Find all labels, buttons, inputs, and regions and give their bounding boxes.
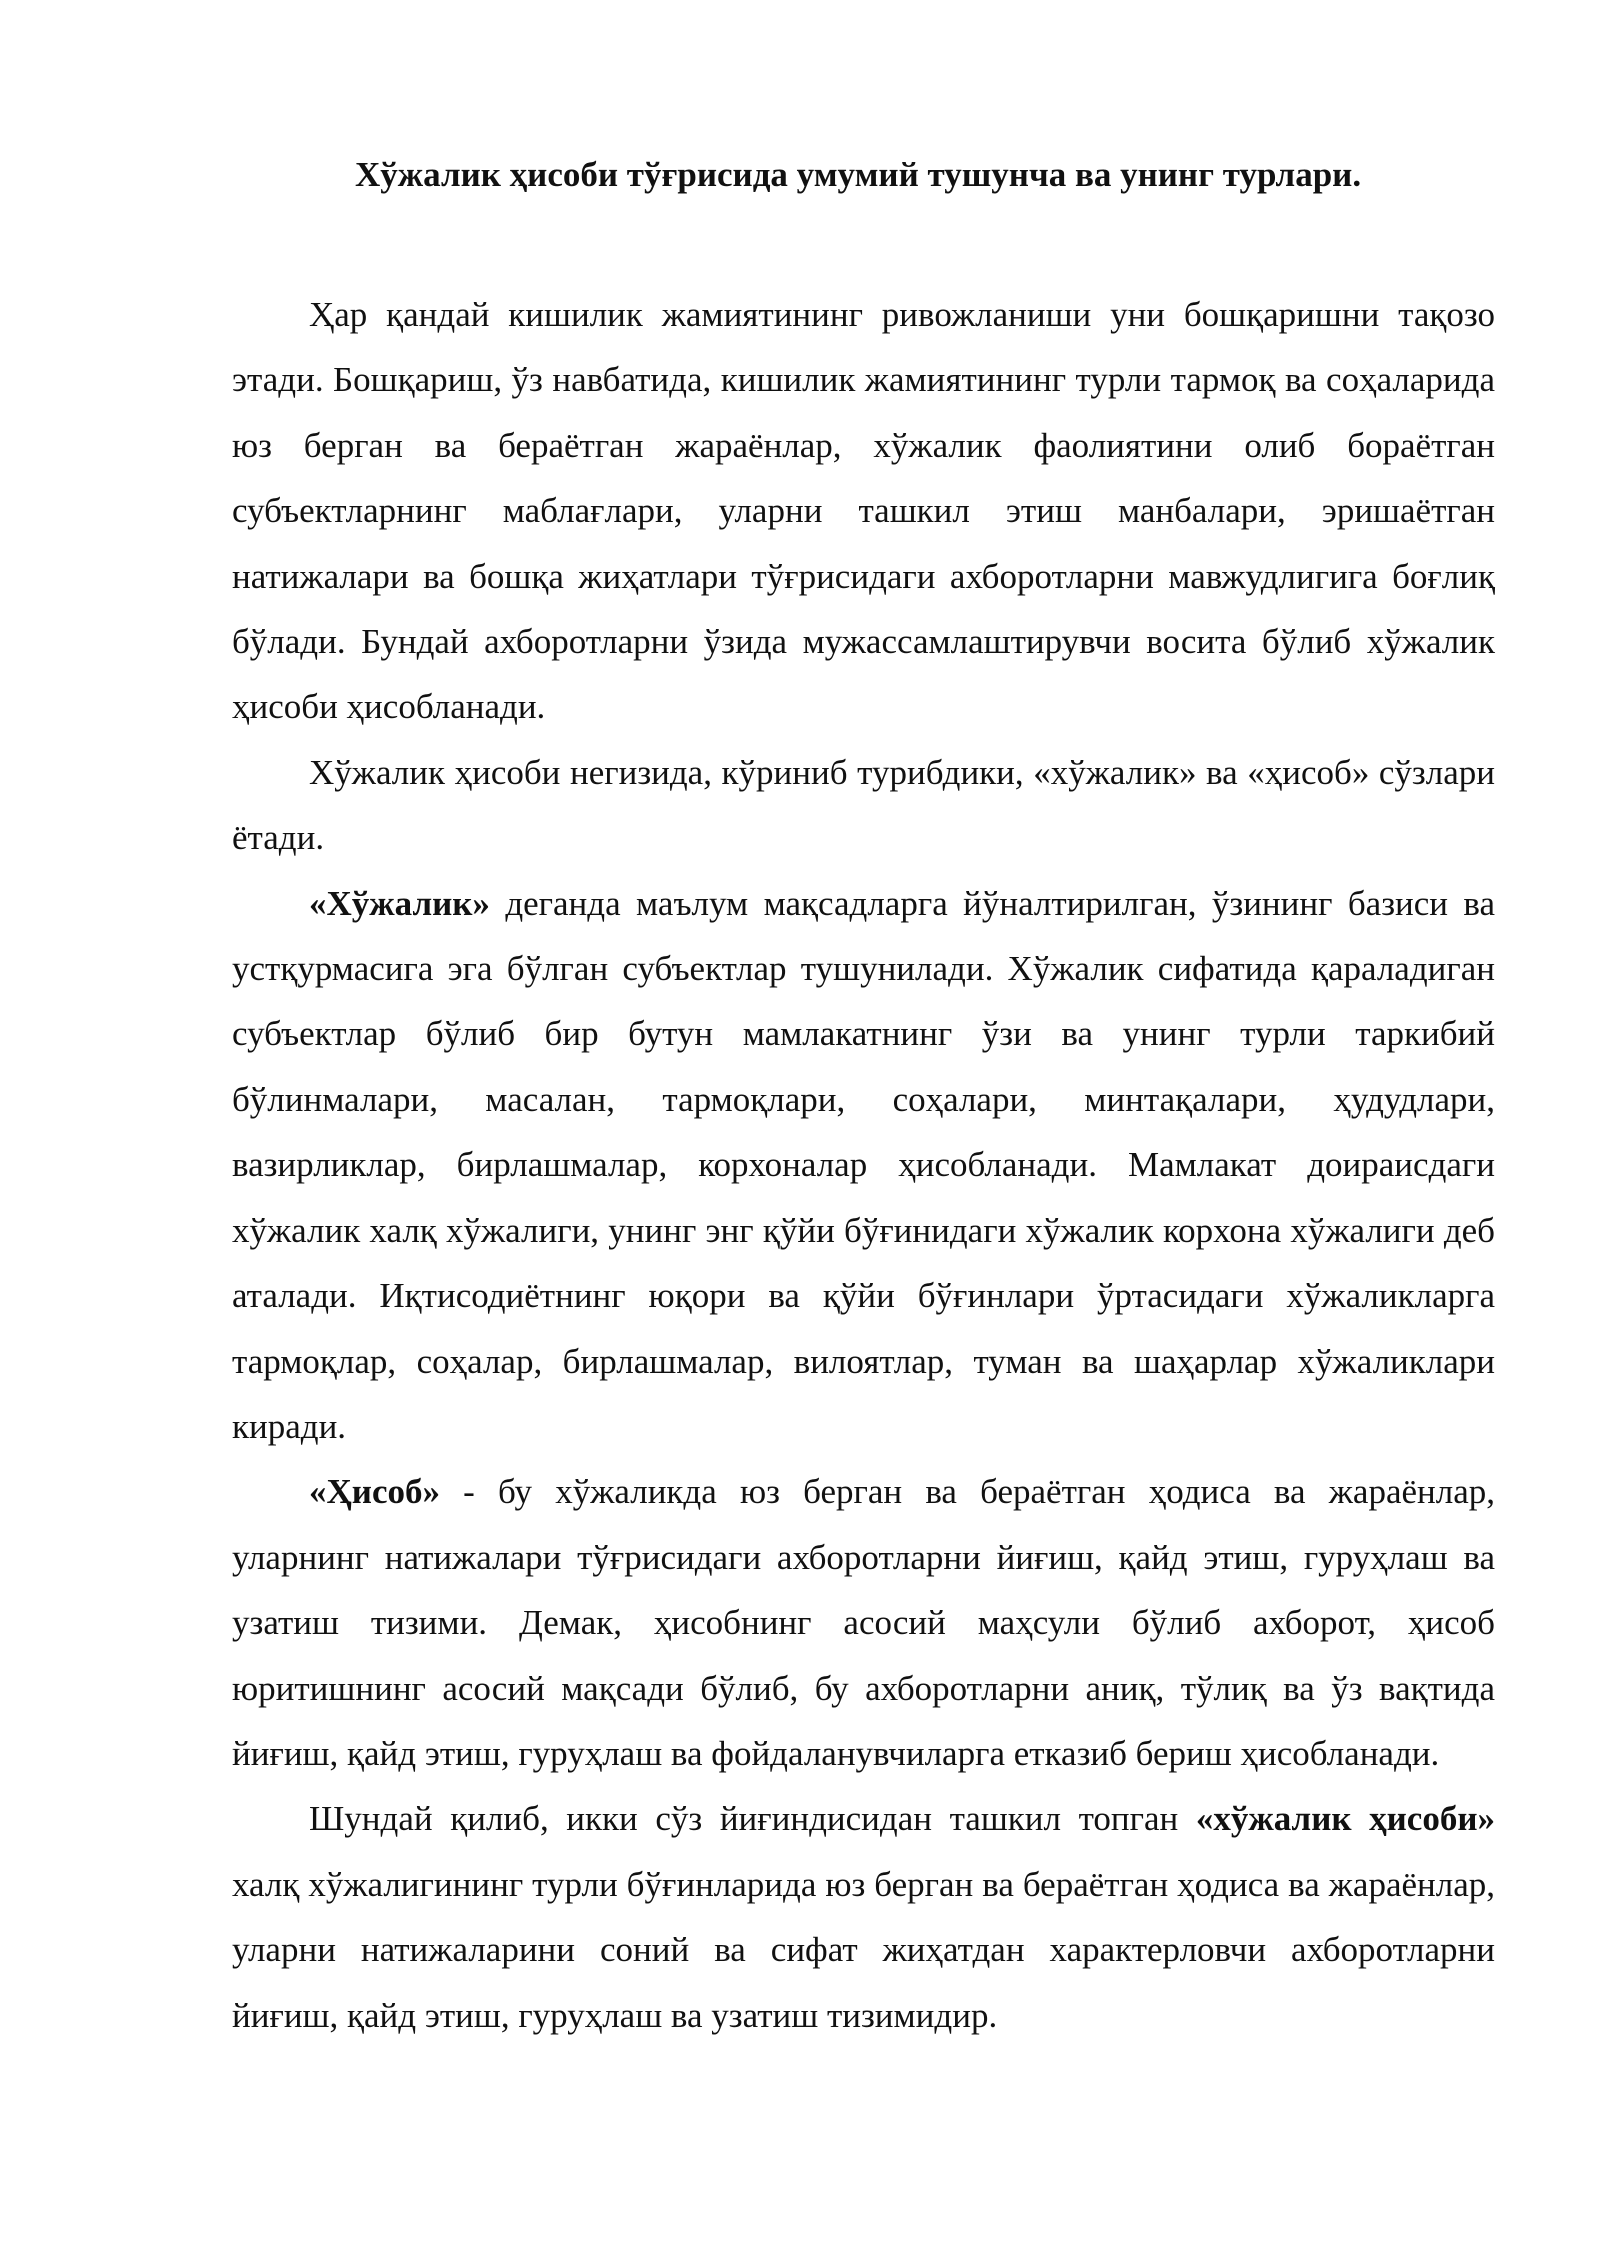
paragraph-basis — [232, 740, 1495, 871]
defined-term: «Ҳисоб» — [309, 1472, 440, 1512]
paragraph-text: Ҳар қандай кишилик жамиятининг ривожланиши уни бошқаришни тақозо этади. Бошқариш, ўз навбатида, кишилик жамиятининг турли тармоқ ва соҳаларида юз берган ва бераётган жараёнлар, хўжалик фаолиятини олиб бораётган субъектларнинг маблағлари, уларни ташкил этиш манбалари, эришаётган натижалари ва бошқа жиҳатлари тўғрисидаги ахборотларни мавжудлигига боғлиқ бўлади. Бундай ахборотларни ўзида мужассамлаштирувчи восита бўлиб хўжалик ҳисоби ҳисобланади. — [232, 295, 1495, 727]
paragraph-text: халқ хўжалигининг турли бўғинларида юз берган ва бераётган ҳодиса ва жараёнлар, уларни натижаларини соний ва сифат жиҳатдан характерловчи ахборотларни йиғиш, қайд этиш, гуруҳлаш ва узатиш тизимидир. — [232, 1864, 1495, 2035]
paragraph-text: Хўжалик ҳисоби негизида, кўриниб турибдики, «хўжалик» ва «ҳисоб» сўзлари ётади. — [232, 752, 1495, 858]
paragraph-hisob-definition — [232, 1459, 1495, 1786]
paragraph-text: - бу хўжаликда юз берган ва бераётган ҳодиса ва жараёнлар, уларнинг натижалари тўғрисидаги ахборотларни йиғиш, қайд этиш, гуруҳлаш ва узатиш тизими. Демак, ҳисобнинг асосий маҳсули бўлиб ахборот, ҳисоб юритишнинг асосий мақсади бўлиб, бу ахборотларни аниқ, тўлиқ ва ўз вақтида йиғиш, қайд этиш, гуруҳлаш ва фойдаланувчиларга етказиб бериш ҳисобланади. — [232, 1472, 1495, 1773]
paragraph-text: Шундай қилиб, икки сўз йиғиндисидан ташкил топган — [309, 1799, 1196, 1839]
paragraph-conclusion — [232, 1786, 1495, 2048]
paragraph-khojalik-definition — [232, 871, 1495, 1460]
defined-term: «хўжалик ҳисоби» — [1195, 1799, 1495, 1839]
document-body — [232, 282, 1495, 2048]
paragraph-intro — [232, 282, 1495, 740]
defined-term: «Хўжалик» — [309, 883, 490, 923]
document-title: Хўжалик ҳисоби тўғрисида умумий тушунча ва унинг турлари. — [355, 155, 1362, 194]
paragraph-text: деганда маълум мақсадларга йўналтирилган, ўзининг базиси ва устқурмасига эга бўлган субъектлар тушунилади. Хўжалик сифатида қараладиган субъектлар бўлиб бир бутун мамлакатнинг ўзи ва унинг турли таркибий бўлинмалари, масалан, тармоқлари, соҳалари, минтақалари, ҳудудлари, вазирликлар, бирлашмалар, корхоналар ҳисобланади. Мамлакат доираисдаги хўжалик халқ хўжалиги, унинг энг қўйи бўғинидаги хўжалик корхона хўжалиги деб аталади. Иқтисодиётнинг юқори ва қўйи бўғинлари ўртасидаги хўжаликларга тармоқлар, соҳалар, бирлашмалар, вилоятлар, туман ва шаҳарлар хўжаликлари киради. — [232, 883, 1495, 1446]
